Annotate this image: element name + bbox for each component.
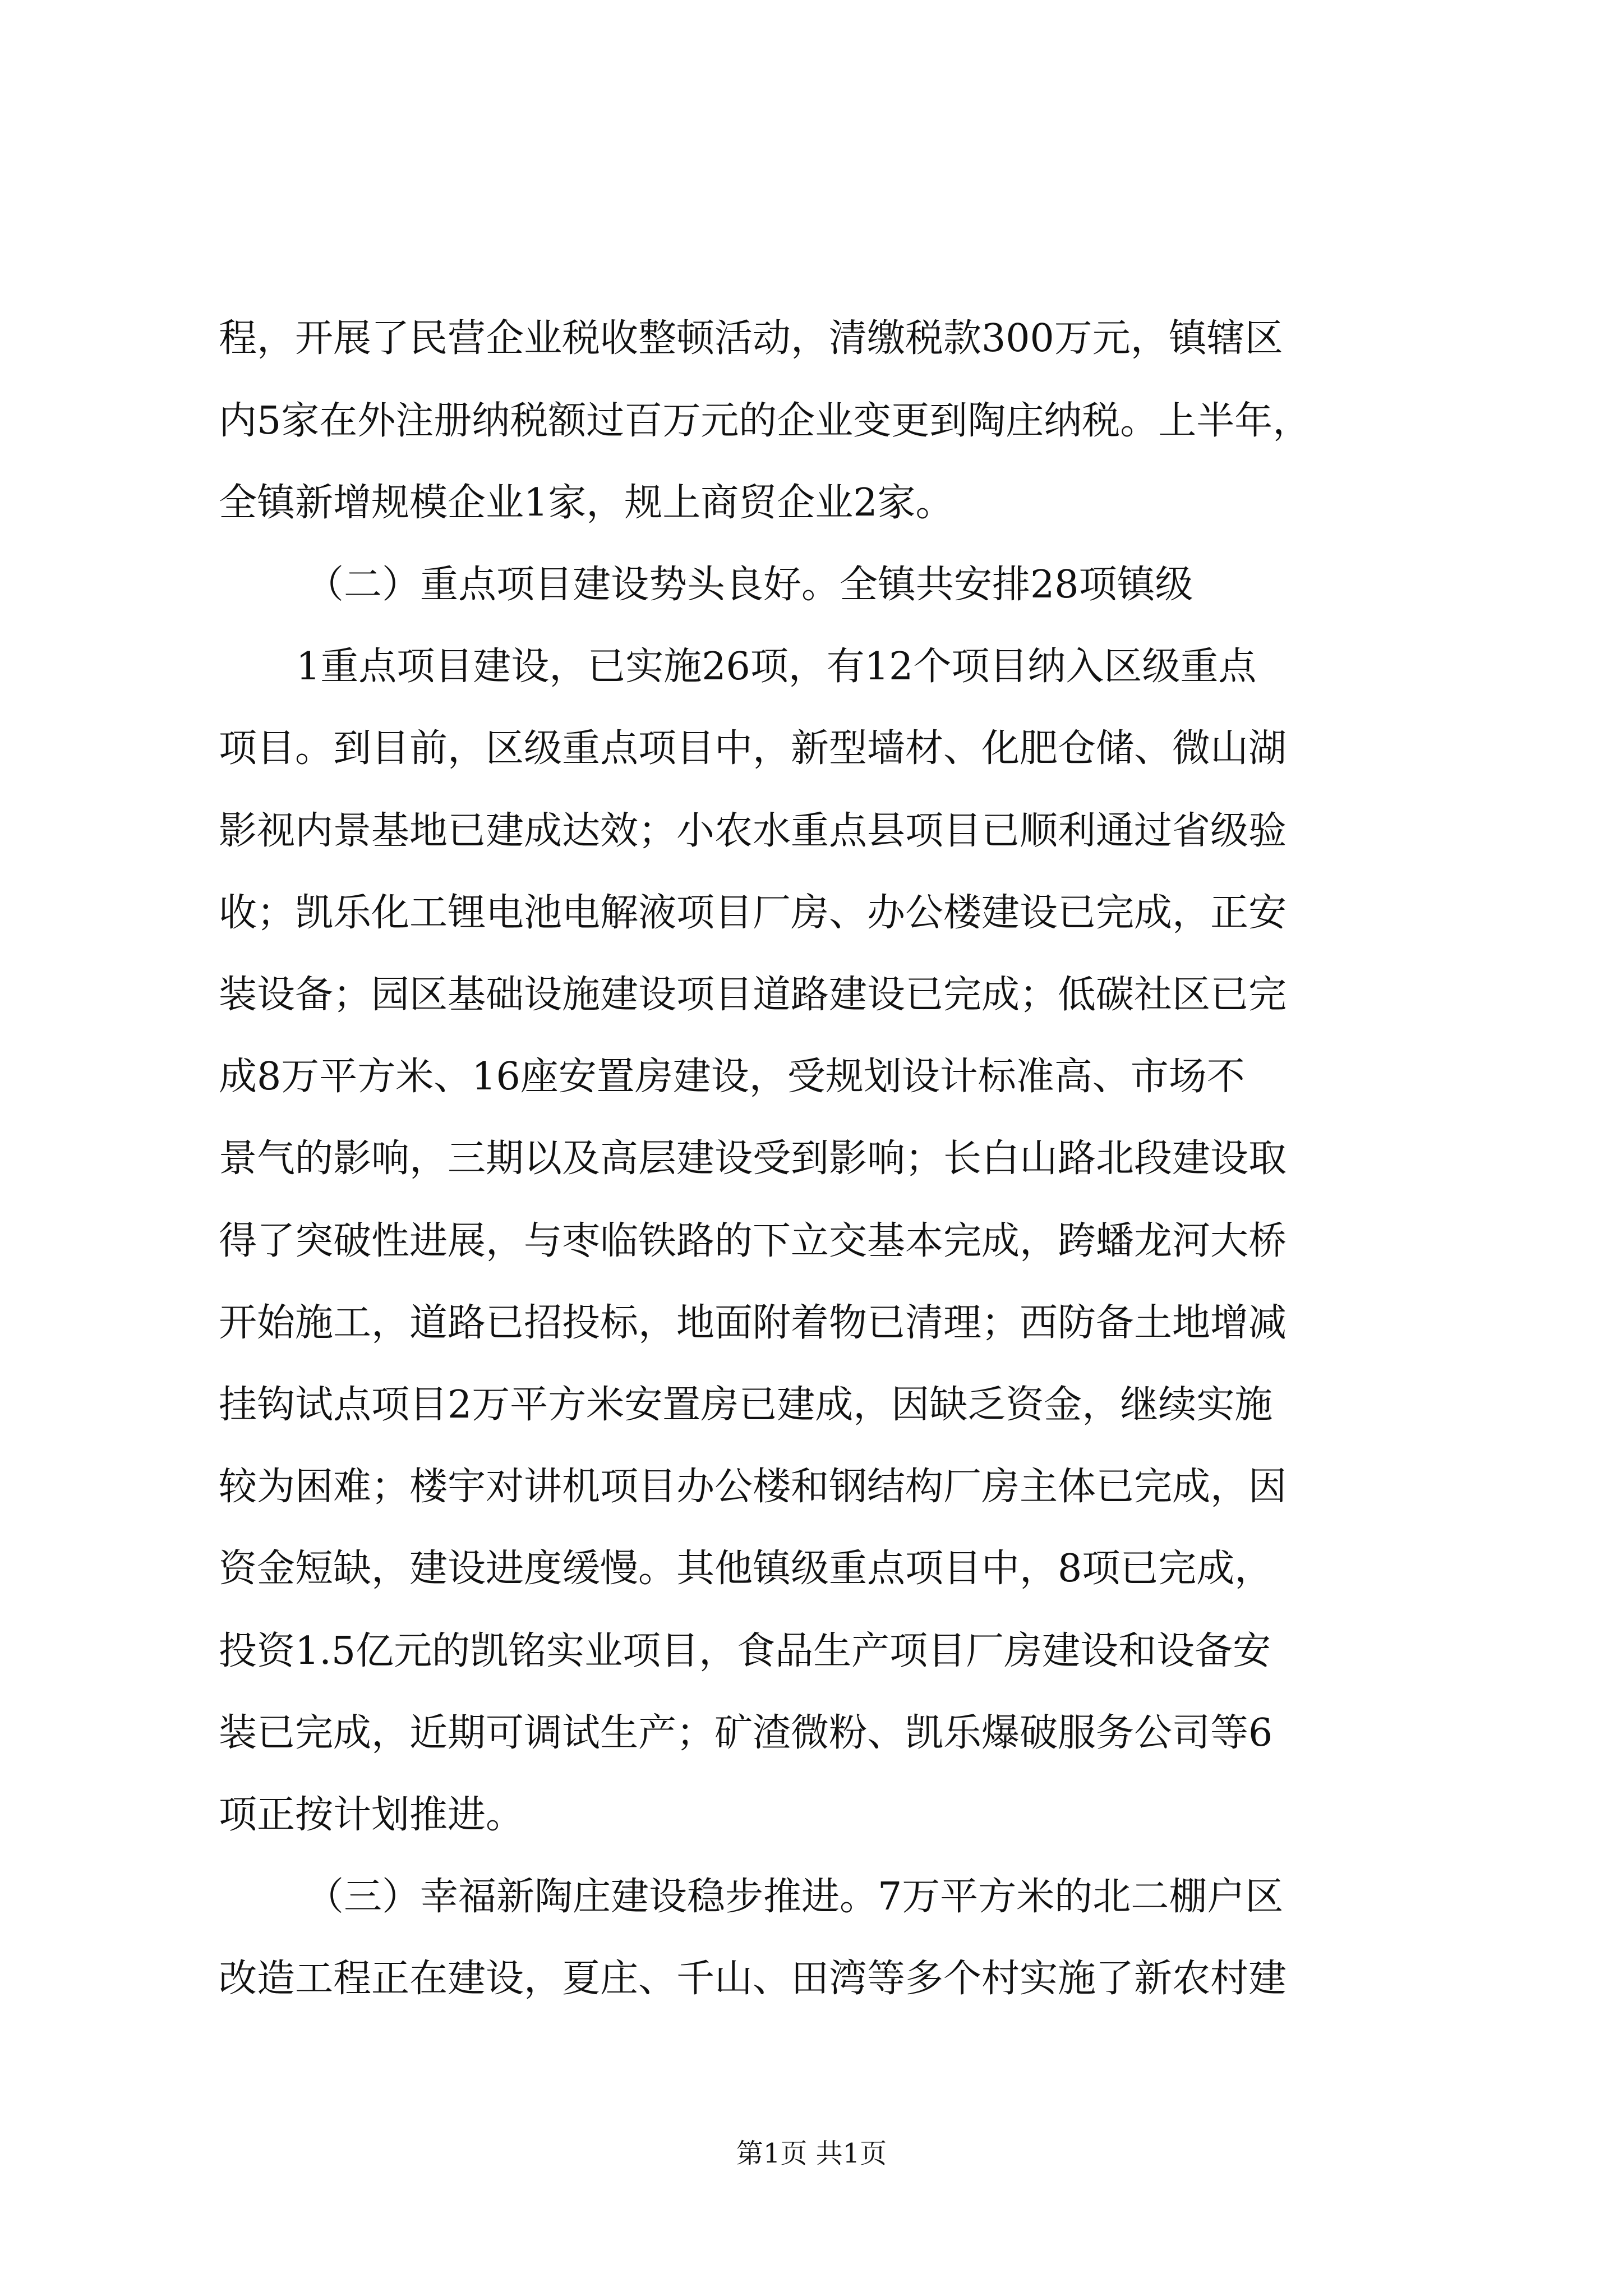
text-line-3: 全镇新增规模企业1家，规上商贸企业2家。 xyxy=(219,481,954,525)
text-line-10: 成8万平方米、16座安置房建设，受规划设计标准高、市场不 xyxy=(219,1055,1245,1099)
text-line-5: 1重点项目建设，已实施26项，有12个项目纳入区级重点 xyxy=(296,645,1257,689)
text-line-6: 项目。到目前，区级重点项目中，新型墙材、化肥仓储、微山湖 xyxy=(219,726,1287,771)
text-line-21: 改造工程正在建设，夏庄、千山、田湾等多个村实施了新农村建 xyxy=(219,1957,1287,2001)
page-number-footer: 第1页 共1页 xyxy=(736,2138,887,2169)
text-line-8: 收；凯乐化工锂电池电解液项目厂房、办公楼建设已完成，正安 xyxy=(219,891,1287,935)
text-line-17: 投资1.5亿元的凯铭实业项目，食品生产项目厂房建设和设备安 xyxy=(219,1629,1271,1673)
text-line-15: 较为困难；楼宇对讲机项目办公楼和钢结构厂房主体已完成，因 xyxy=(219,1465,1287,1509)
section-heading-2: （二）重点项目建设势头良好。全镇共安排28项镇级 xyxy=(306,563,1193,607)
text-line-7: 影视内景基地已建成达效；小农水重点县项目已顺利通过省级验 xyxy=(219,809,1287,853)
text-line-11: 景气的影响，三期以及高层建设受到影响；长白山路北段建设取 xyxy=(219,1137,1287,1181)
text-line-16: 资金短缺，建设进度缓慢。其他镇级重点项目中，8项已完成， xyxy=(219,1547,1273,1591)
text-line-2: 内5家在外注册纳税额过百万元的企业变更到陶庄纳税。上半年， xyxy=(219,399,1311,443)
section-heading-3: （三）幸福新陶庄建设稳步推进。7万平方米的北二棚户区 xyxy=(306,1875,1284,1919)
text-line-14: 挂钩试点项目2万平方米安置房已建成，因缺乏资金，继续实施 xyxy=(219,1383,1273,1427)
text-line-13: 开始施工，道路已招投标，地面附着物已清理；西防备土地增减 xyxy=(219,1301,1287,1345)
text-line-18: 装已完成，近期可调试生产；矿渣微粉、凯乐爆破服务公司等6 xyxy=(219,1711,1273,1755)
text-line-19: 项正按计划推进。 xyxy=(219,1793,524,1837)
text-line-12: 得了突破性进展，与枣临铁路的下立交基本完成，跨蟠龙河大桥 xyxy=(219,1219,1287,1263)
text-line-1: 程，开展了民营企业税收整顿活动，清缴税款300万元，镇辖区 xyxy=(219,316,1283,361)
text-line-9: 装设备；园区基础设施建设项目道路建设已完成；低碳社区已完 xyxy=(219,973,1287,1017)
